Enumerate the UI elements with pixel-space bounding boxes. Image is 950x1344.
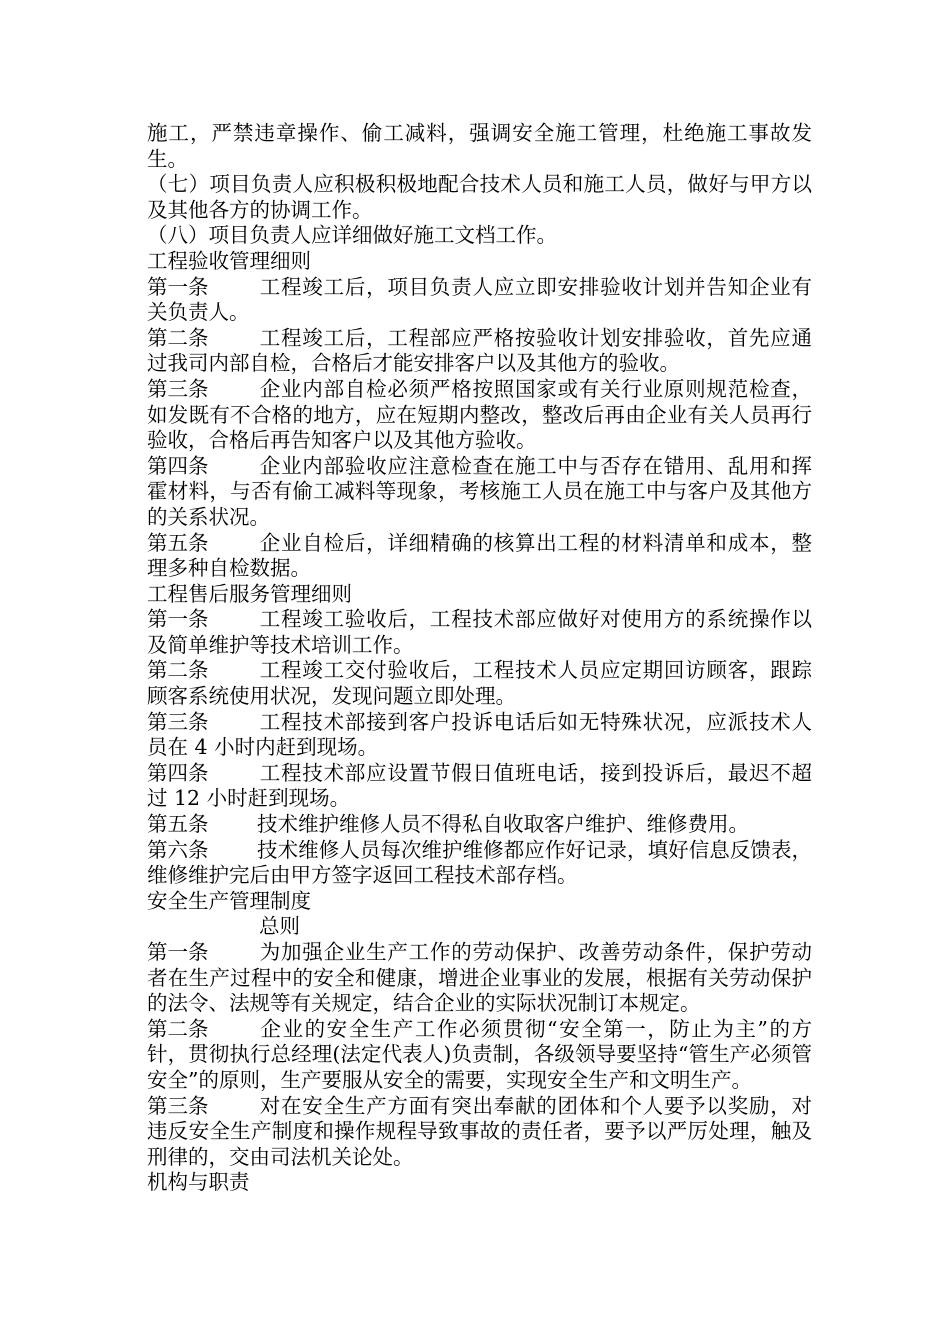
- article-text: 技术维护维修人员不得私自收取客户维护、维修费用。: [257, 812, 749, 837]
- article-after-sales-2: [147, 658, 812, 709]
- article-text: 工程技术部接到客户投诉电话后如无特殊状况，应派技术人员在 4 小时内赶到现场。: [147, 709, 812, 760]
- article-after-sales-1: [147, 607, 812, 658]
- article-number: 第二条: [147, 325, 209, 350]
- section-heading-after-sales: 工程售后服务管理细则: [147, 581, 352, 606]
- document-page: [147, 121, 812, 1196]
- article-text: 企业自检后，详细精确的核算出工程的材料清单和成本，整理多种自检数据。: [147, 530, 812, 581]
- article-after-sales-6: [147, 838, 812, 889]
- article-text: 为加强企业生产工作的劳动保护、改善劳动条件，保护劳动者在生产过程中的安全和健康，增进企业事业的发展，根据有关劳动保护的法令、法规等有关规定，结合企业的实际状况制订本规定。: [147, 940, 812, 1016]
- article-text: 技术维修人员每次维护维修都应作好记录，填好信息反馈表，维修维护完后由甲方签字返回工程技术部存档。: [147, 837, 812, 888]
- article-number: 第五条: [147, 530, 209, 555]
- article-acceptance-5: [147, 531, 812, 582]
- article-number: 第三条: [147, 376, 209, 401]
- article-number: 第二条: [147, 1016, 209, 1041]
- article-after-sales-3: [147, 710, 812, 761]
- article-text: 工程竣工交付验收后，工程技术人员应定期回访顾客，跟踪顾客系统使用状况，发现问题立即处理。: [147, 658, 812, 709]
- section-heading-safety: 安全生产管理制度: [147, 888, 311, 913]
- article-text: 对在安全生产方面有突出奉献的团体和个人要予以奖励，对违反安全生产制度和操作规程导致事故的责任者，要予以严厉处理，触及刑律的，交由司法机关论处。: [147, 1093, 812, 1169]
- article-acceptance-3: [147, 377, 812, 454]
- paragraph-item-8: （八）项目负责人应详细做好施工文档工作。: [147, 223, 557, 248]
- article-number: 第六条: [147, 837, 209, 862]
- article-after-sales-5: [147, 812, 812, 838]
- article-text: 工程竣工后，工程部应严格按验收计划安排验收，首先应通过我司内部自检，合格后才能安排客户以及其他方的验收。: [147, 325, 812, 376]
- subsection-heading-general: 总则: [259, 914, 300, 939]
- article-number: 第四条: [147, 760, 209, 785]
- article-text: 企业内部自检必须严格按照国家或有关行业原则规范检查，如发既有不合格的地方，应在短期内整改，整改后再由企业有关人员再行验收，合格后再告知客户以及其他方验收。: [147, 376, 812, 453]
- article-number: 第三条: [147, 1093, 209, 1118]
- article-after-sales-4: [147, 761, 812, 812]
- article-text: 企业内部验收应注意检查在施工中与否存在错用、乱用和挥霍材料，与否有偷工减料等现象，考核施工人员在施工中与客户及其他方的关系状况。: [147, 453, 812, 529]
- article-acceptance-1: [147, 275, 812, 326]
- article-number: 第二条: [147, 658, 209, 683]
- article-acceptance-2: [147, 326, 812, 377]
- paragraph-item-7: （七）项目负责人应积极积极地配合技术人员和施工人员，做好与甲方以及其他各方的协调工作。: [147, 172, 812, 222]
- article-safety-2: [147, 1017, 812, 1094]
- section-heading-organization: 机构与职责: [147, 1170, 250, 1195]
- article-acceptance-4: [147, 454, 812, 531]
- article-number: 第五条: [147, 812, 209, 837]
- article-number: 第三条: [147, 709, 209, 734]
- article-text: 工程竣工验收后，工程技术部应做好对使用方的系统操作以及简单维护等技术培训工作。: [147, 607, 812, 657]
- section-heading-acceptance: 工程验收管理细则: [147, 248, 311, 273]
- article-text: 企业的安全生产工作必须贯彻“安全第一，防止为主”的方针，贯彻执行总经理(法定代表人)负责制，各级领导要坚持“管生产必须管安全”的原则，生产要服从安全的需要，实现安全生产和文明生产。: [147, 1016, 812, 1092]
- article-number: 第四条: [147, 453, 209, 478]
- article-number: 第一条: [147, 940, 209, 964]
- article-number: 第一条: [147, 607, 209, 632]
- article-text: 工程竣工后，项目负责人应立即安排验收计划并告知企业有关负责人。: [147, 274, 812, 325]
- article-safety-1: [147, 940, 812, 1017]
- article-number: 第一条: [147, 274, 209, 299]
- article-text: 工程技术部应设置节假日值班电话，接到投诉后，最迟不超过 12 小时赶到现场。: [147, 760, 812, 811]
- article-safety-3: [147, 1094, 812, 1171]
- paragraph-continuation: 施工，严禁违章操作、偷工减料，强调安全施工管理，杜绝施工事故发生。: [147, 121, 812, 171]
